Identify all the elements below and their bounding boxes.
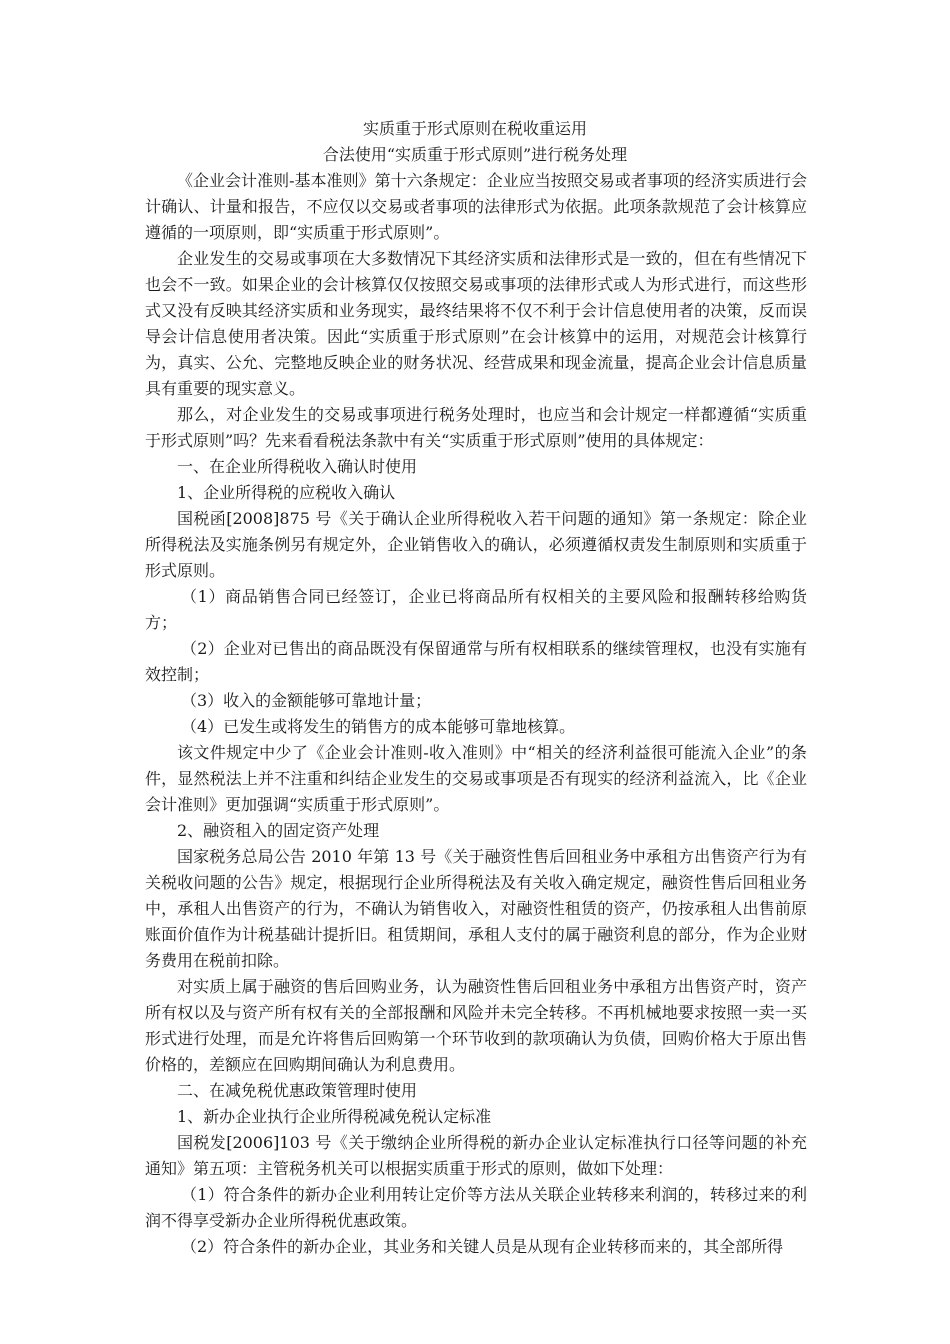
list-item-condition-1: （1）商品销售合同已经签订，企业已将商品所有权相关的主要风险和报酬转移给购货方；: [145, 587, 807, 632]
subsection-heading-1-1: 1、企业所得税的应税收入确认: [177, 483, 396, 502]
paragraph-intro: 《企业会计准则-基本准则》第十六条规定：企业应当按照交易或者事项的经济实质进行会计确认、计量和报告，不应仅以交易或者事项的法律形式为依据。此项条款规范了会计核算应遵循的一项原则，即“实质重于形式原则”。: [145, 171, 807, 242]
paragraph-announcement-13: 国家税务总局公告 2010 年第 13 号《关于融资性售后回租业务中承租方出售资产行为有关税收问题的公告》规定，根据现行企业所得税法及有关收入确定规定，融资性售后回租业务中，承租人出售资产的行为，不确认为销售收入，对融资性租赁的资产，仍按承租人出售前原账面价值作为计税基础计提折旧。租赁期间，承租人支付的属于融资利息的部分，作为企业财务费用在税前扣除。: [145, 847, 807, 970]
paragraph-question: 那么，对企业发生的交易或事项进行税务处理时，也应当和会计规定一样都遵循“实质重于形式原则”吗？先来看看税法条款中有关“实质重于形式原则”使用的具体规定：: [145, 405, 807, 450]
document-body: [145, 168, 807, 1260]
paragraph-rule-103: 国税发[2006]103 号《关于缴纳企业所得税的新办企业认定标准执行口径等问题的补充通知》第五项：主管税务机关可以根据实质重于形式的原则，做如下处理：: [145, 1133, 807, 1178]
paragraph-consistency: 企业发生的交易或事项在大多数情况下其经济实质和法律形式是一致的，但在有些情况下也会不一致。如果企业的会计核算仅仅按照交易或事项的法律形式或人为形式进行，而这些形式又没有反映其经济实质和业务现实，最终结果将不仅不利于会计信息使用者的决策，反而误导会计信息使用者决策。因此“实质重于形式原则”在会计核算中的运用，对规范会计核算行为，真实、公允、完整地反映企业的财务状况、经营成果和现金流量，提高企业会计信息质量具有重要的现实意义。: [145, 249, 807, 398]
list-item-condition-2: （2）企业对已售出的商品既没有保留通常与所有权相联系的继续管理权，也没有实施有效控制；: [145, 639, 807, 684]
paragraph-rule-875: 国税函[2008]875 号《关于确认企业所得税收入若干问题的通知》第一条规定：除企业所得税法及实施条例另有规定外，企业销售收入的确认，必须遵循权责发生制原则和实质重于形式原则。: [145, 509, 807, 580]
list-item-treatment-2: （2）符合条件的新办企业，其业务和关键人员是从现有企业转移而来的，其全部所得: [181, 1237, 784, 1256]
section-heading-2: 二、在减免税优惠政策管理时使用: [177, 1081, 418, 1100]
paragraph-comparison: 该文件规定中少了《企业会计准则-收入准则》中“相关的经济利益很可能流入企业”的条件，显然税法上并不注重和纠结企业发生的交易或事项是否有现实的经济利益流入，比《企业会计准则》更加强调“实质重于形式原则”。: [145, 743, 807, 814]
subsection-heading-2-1: 1、新办企业执行企业所得税减免税认定标准: [177, 1107, 492, 1126]
section-heading-1: 一、在企业所得税收入确认时使用: [177, 457, 418, 476]
list-item-treatment-1: （1）符合条件的新办企业利用转让定价等方法从关联企业转移来利润的，转移过来的利润不得享受新办企业所得税优惠政策。: [145, 1185, 807, 1230]
paragraph-sale-leaseback: 对实质上属于融资的售后回购业务，认为融资性售后回租业务中承租方出售资产时，资产所有权以及与资产所有权有关的全部报酬和风险并未完全转移。不再机械地要求按照一卖一买形式进行处理，而是允许将售后回购第一个环节收到的款项确认为负债，回购价格大于原出售价格的，差额应在回购期间确认为利息费用。: [145, 977, 807, 1074]
document-title: 实质重于形式原则在税收重运用: [362, 119, 587, 138]
list-item-condition-4: （4）已发生或将发生的销售方的成本能够可靠地核算。: [181, 717, 576, 736]
document-subtitle: 合法使用“实质重于形式原则”进行税务处理: [322, 145, 628, 164]
list-item-condition-3: （3）收入的金额能够可靠地计量；: [181, 691, 432, 710]
subsection-heading-1-2: 2、融资租入的固定资产处理: [177, 821, 380, 840]
